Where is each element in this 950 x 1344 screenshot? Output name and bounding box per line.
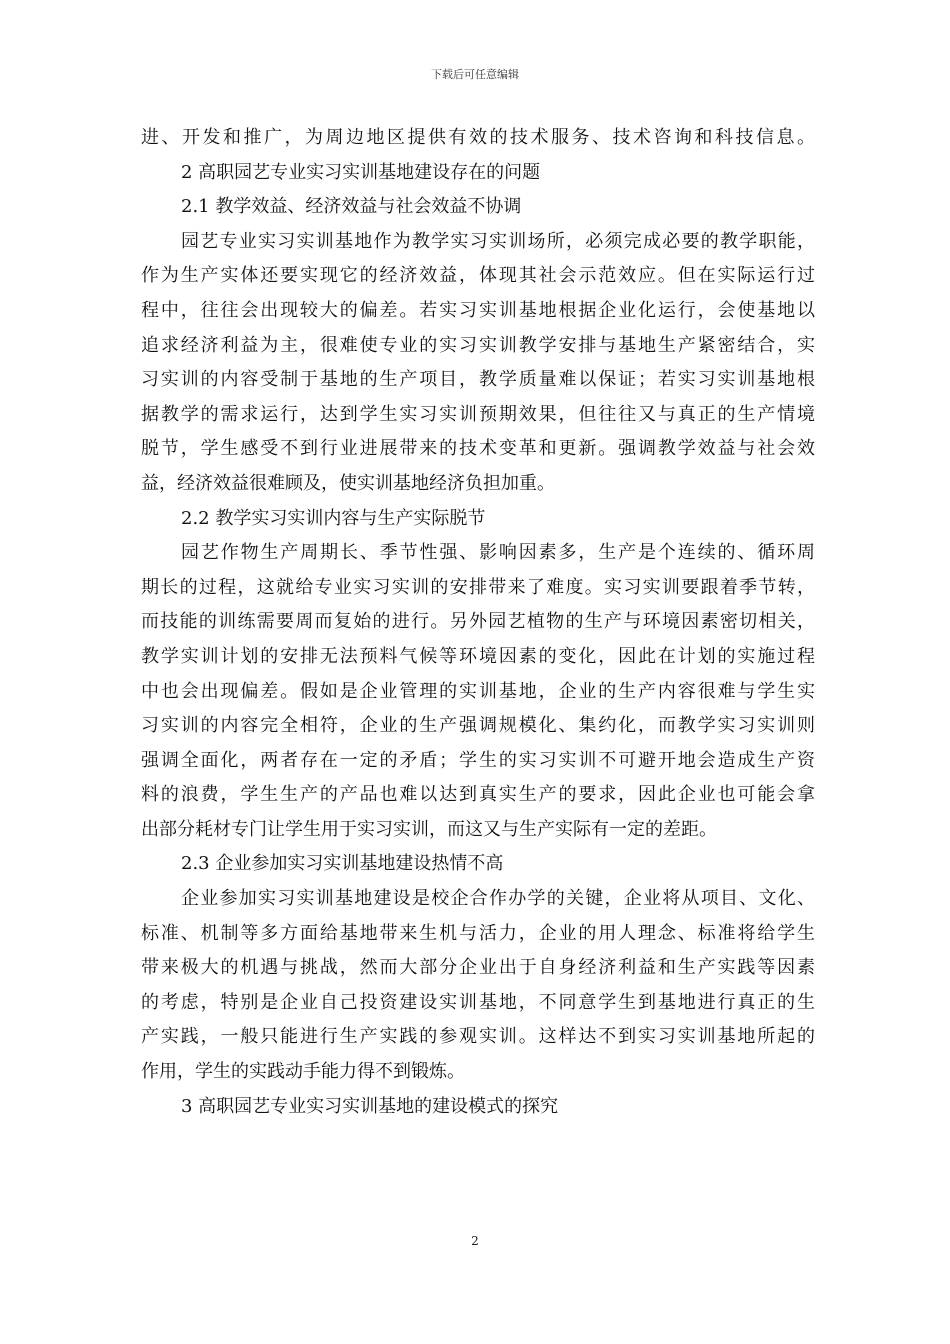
paragraph-line: 脱节，学生感受不到行业进展带来的技术变革和更新。强调教学效益与社会效 [141,438,815,460]
subsection-heading: 2.3 企业参加实习实训基地建设热情不高 [181,853,504,875]
paragraph-line: 习实训的内容受制于基地的生产项目，教学质量难以保证；若实习实训基地根 [141,369,815,391]
paragraph-line: 产实践，一般只能进行生产实践的参观实训。这样达不到实习实训基地所起的 [141,1026,815,1048]
paragraph-line: 料的浪费，学生生产的产品也难以达到真实生产的要求，因此企业也可能会拿 [141,784,815,806]
page-number: 2 [471,1234,479,1248]
paragraph-line: 追求经济利益为主，很难使专业的实习实训教学安排与基地生产紧密结合，实 [141,334,815,356]
paragraph-line: 企业参加实习实训基地建设是校企合作办学的关键，企业将从项目、文化、 [181,888,815,910]
paragraph-line: 的考虑，特别是企业自己投资建设实训基地，不同意学生到基地进行真正的生 [141,991,815,1013]
subsection-heading: 2.1 教学效益、经济效益与社会效益不协调 [181,196,522,218]
paragraph-line: 标准、机制等多方面给基地带来生机与活力，企业的用人理念、标准将给学生 [141,922,815,944]
paragraph-line: 园艺专业实习实训基地作为教学实习实训场所，必须完成必要的教学职能， [181,230,815,252]
paragraph-line: 而技能的训练需要周而复始的进行。另外园艺植物的生产与环境因素密切相关， [141,611,815,633]
paragraph-line: 程中，往往会出现较大的偏差。若实习实训基地根据企业化运行，会使基地以 [141,299,815,321]
paragraph-line: 习实训的内容完全相符，企业的生产强调规模化、集约化，而教学实习实训则 [141,715,815,737]
paragraph-line: 强调全面化，两者存在一定的矛盾；学生的实习实训不可避开地会造成生产资 [141,749,815,771]
body-text [141,121,815,1124]
paragraph-line: 带来极大的机遇与挑战，然而大部分企业出于自身经济利益和生产实践等因素 [141,957,815,979]
paragraph-line: 中也会出现偏差。假如是企业管理的实训基地，企业的生产内容很难与学生实 [141,680,815,702]
section-heading: 3 高职园艺专业实习实训基地的建设模式的探究 [181,1095,559,1117]
paragraph-line: 益，经济效益很难顾及，使实训基地经济负担加重。 [141,472,555,494]
paragraph-line: 作为生产实体还要实现它的经济效益，体现其社会示范效应。但在实际运行过 [141,265,815,287]
paragraph-line: 据教学的需求运行，达到学生实习实训预期效果，但往往又与真正的生产情境 [141,403,815,425]
subsection-heading: 2.2 教学实习实训内容与生产实际脱节 [181,507,486,529]
paragraph-line: 作用，学生的实践动手能力得不到锻炼。 [141,1061,465,1083]
paragraph-line: 园艺作物生产周期长、季节性强、影响因素多，生产是个连续的、循环周 [181,542,815,564]
page-header: 下载后可任意编辑 [431,68,519,81]
paragraph-line: 进、开发和推广，为周边地区提供有效的技术服务、技术咨询和科技信息。 [141,127,815,148]
paragraph-line: 期长的过程，这就给专业实习实训的安排带来了难度。实习实训要跟着季节转， [141,576,815,598]
paragraph-line: 出部分耗材专门让学生用于实习实训，而这又与生产实际有一定的差距。 [141,818,717,840]
section-heading: 2 高职园艺专业实习实训基地建设存在的问题 [181,161,541,183]
paragraph-line: 教学实训计划的安排无法预料气候等环境因素的变化，因此在计划的实施过程 [141,645,815,667]
